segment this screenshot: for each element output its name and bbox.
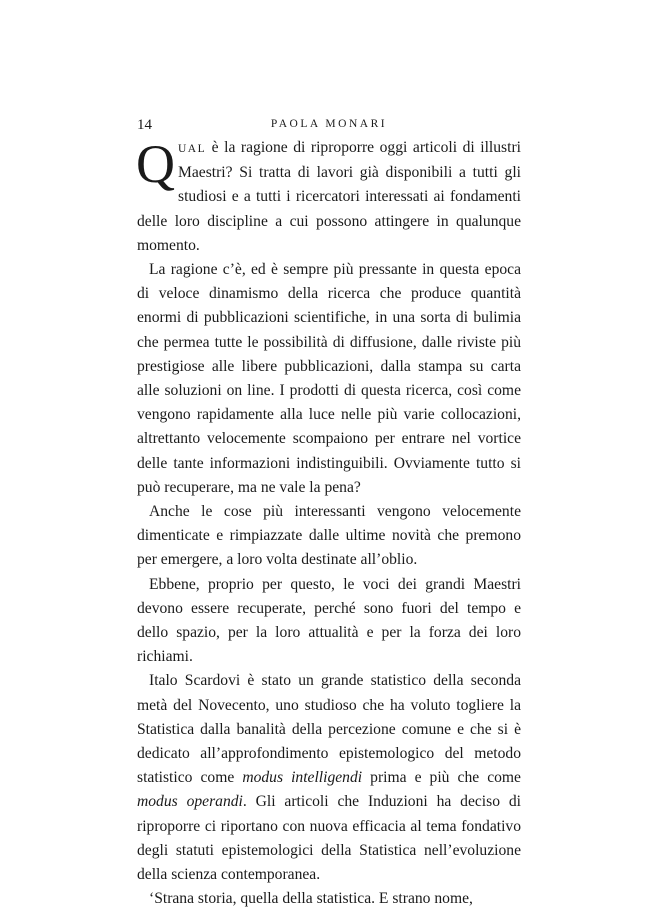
running-title: PAOLA MONARI <box>270 118 388 130</box>
italic-modus-operandi: modus operandi <box>137 793 243 811</box>
paragraph-5-part-2: prima e più che come <box>362 769 521 787</box>
page-number: 14 <box>137 117 152 133</box>
paragraph-1 <box>137 136 521 258</box>
drop-cap: Q <box>136 134 175 194</box>
paragraph-4: Ebbene, proprio per questo, le voci dei grandi Maestri devono essere recuperate, perché sono fuori del tempo e dello spazio, per la loro attualità e per la forza dei loro richiami. <box>137 575 521 666</box>
paragraph-5-part-3: . Gli articoli che Induzioni ha deciso di riproporre ci riportano con nuova efficacia al tema fondativo degli statuti epistemologici della Statistica nell’evoluzione della scienza contemporanea. <box>137 793 521 884</box>
running-head <box>137 117 521 137</box>
paragraph-5 <box>137 669 521 887</box>
italic-modus-intelligendi: modus intelligendi <box>242 769 363 787</box>
paragraph-6: ‘Strana storia, quella della statistica. E strano nome, <box>149 890 473 908</box>
small-caps-lead: UAL <box>178 143 207 155</box>
paragraph-5-part-1: Italo Scardovi è stato un grande statistico della seconda metà del Novecento, uno studioso che ha voluto togliere la Statistica dalla banalità della percezione comune e che si è dedicato all’approfondimento epistemologico del metodo statistico come <box>137 672 521 787</box>
paragraph-1-text: è la ragione di riproporre oggi articoli di illustri Maestri? Si tratta di lavori già disponibili a tutti gli studiosi e a tutti i ricercatori interessati ai fondamenti delle loro discipline a cui possono attingere in qualunque momento. <box>137 139 521 254</box>
paragraph-3: Anche le cose più interessanti vengono velocemente dimenticate e rimpiazzate dalle ultime novità che premono per emergere, a loro volta destinate all’oblio. <box>137 503 521 569</box>
body-text <box>137 136 521 912</box>
paragraph-2: La ragione c’è, ed è sempre più pressante in questa epoca di veloce dinamismo della ricerca che produce quantità enormi di pubblicazioni scientifiche, in una sorta di bulimia che permea tutte le possibilità di diffusione, dalle riviste più prestigiose alle libere pubblicazioni, dalla stampa su carta alle soluzioni on line. I prodotti di questa ricerca, così come vengono rapidamente alla luce nelle più varie collocazioni, altrettanto velocemente scompaiono per entrare nel vortice delle tante informazioni indistinguibili. Ovviamente tutto si può recuperare, ma ne vale la pena? <box>137 261 521 496</box>
